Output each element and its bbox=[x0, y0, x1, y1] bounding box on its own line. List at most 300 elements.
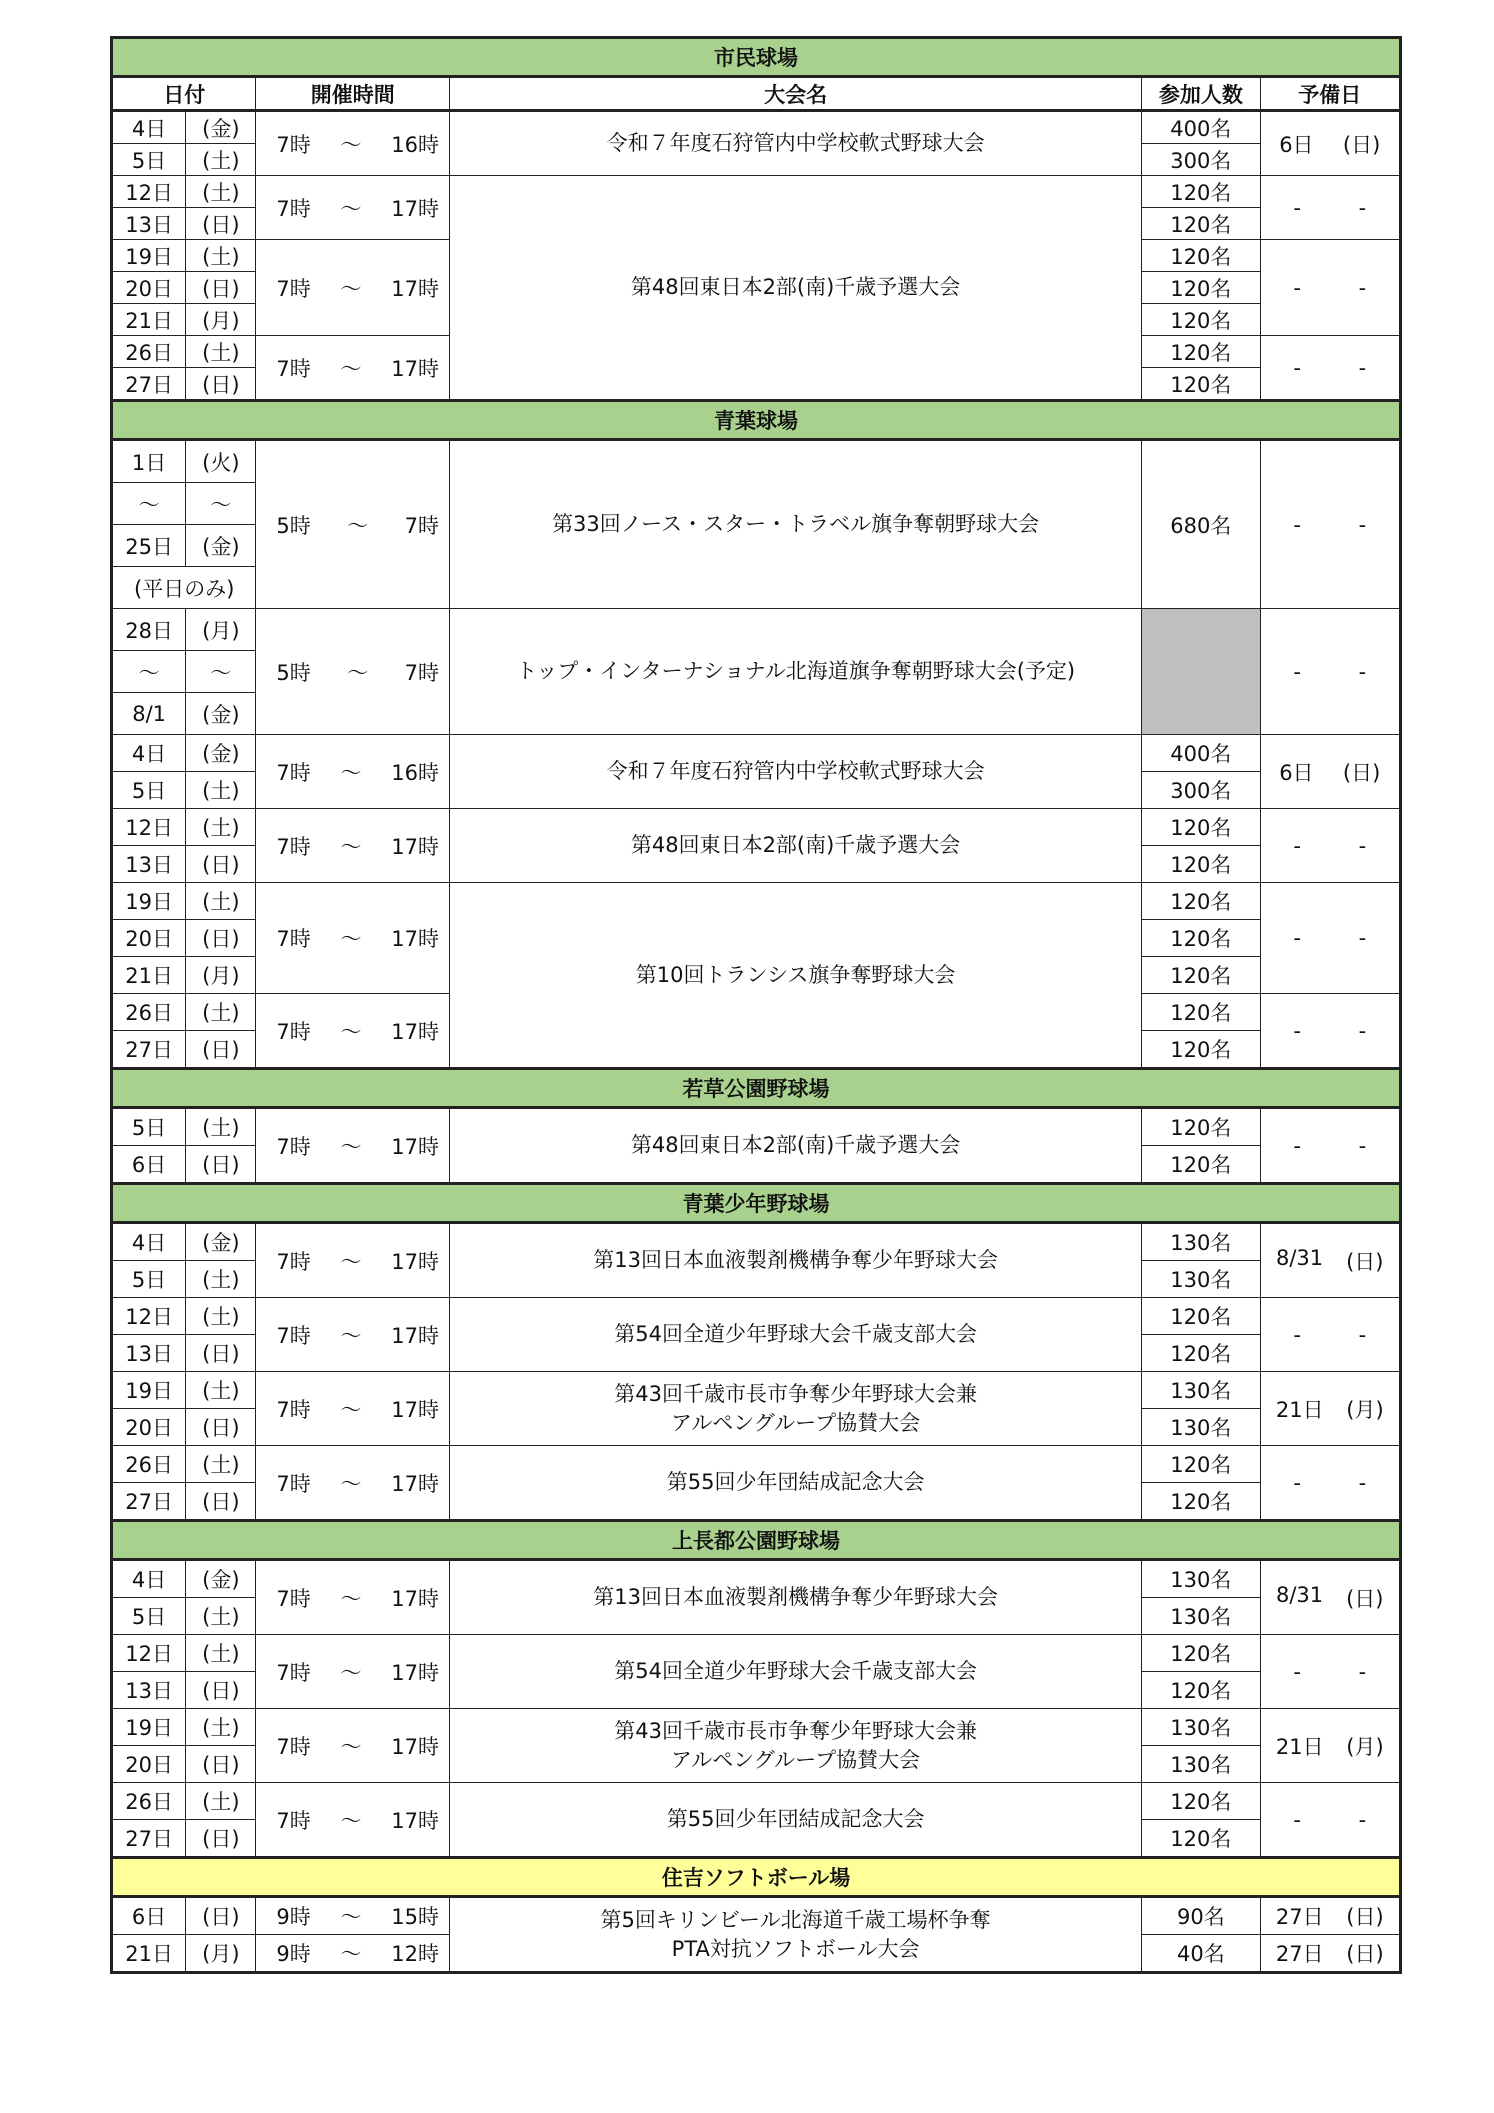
end-time: 17時 bbox=[391, 1586, 439, 1611]
end-time: 15時 bbox=[391, 1905, 439, 1929]
spare-weekday: (日) bbox=[1346, 1249, 1384, 1274]
tilde: ～ bbox=[340, 132, 362, 157]
day-cell: 27日 bbox=[112, 1483, 186, 1521]
weekday-cell: (土) bbox=[186, 1709, 256, 1746]
header-name: 大会名 bbox=[450, 77, 1142, 111]
tilde: ～ bbox=[340, 1134, 362, 1159]
time-cell bbox=[256, 1446, 450, 1521]
section-title: 市民球場 bbox=[112, 38, 1401, 77]
event-line-2: PTA対抗ソフトボール大会 bbox=[671, 1936, 920, 1961]
spare-cell bbox=[1260, 111, 1400, 176]
count-cell-blank bbox=[1142, 609, 1260, 735]
dash: - bbox=[1293, 1807, 1301, 1832]
time-cell bbox=[256, 1935, 450, 1973]
header-spare: 予備日 bbox=[1260, 77, 1400, 111]
count-cell: 120名 bbox=[1142, 208, 1260, 240]
weekday-cell: (日) bbox=[186, 368, 256, 401]
tilde: ～ bbox=[340, 1905, 362, 1929]
day-cell: 4日 bbox=[112, 1223, 186, 1261]
weekday-cell: (土) bbox=[186, 994, 256, 1031]
time-cell bbox=[256, 240, 450, 336]
tilde: ～ bbox=[340, 1734, 362, 1759]
day-cell: 12日 bbox=[112, 1298, 186, 1335]
time-cell bbox=[256, 1372, 450, 1446]
start-time: 7時 bbox=[276, 276, 311, 301]
weekday-cell: (月) bbox=[186, 304, 256, 336]
weekday-cell: (土) bbox=[186, 1635, 256, 1672]
count-cell: 130名 bbox=[1142, 1409, 1260, 1446]
end-time: 17時 bbox=[391, 834, 439, 859]
time-cell bbox=[256, 735, 450, 809]
time-cell bbox=[256, 1108, 450, 1184]
end-time: 17時 bbox=[391, 1808, 439, 1833]
start-time: 7時 bbox=[276, 1323, 311, 1348]
count-cell: 130名 bbox=[1142, 1372, 1260, 1409]
header-count: 参加人数 bbox=[1142, 77, 1260, 111]
count-cell: 120名 bbox=[1142, 883, 1260, 920]
event-line-2: アルペングループ協賛大会 bbox=[671, 1410, 921, 1435]
weekday-cell: (日) bbox=[186, 1409, 256, 1446]
tilde: ～ bbox=[340, 927, 362, 951]
end-time: 17時 bbox=[391, 1249, 439, 1274]
tilde: ～ bbox=[340, 356, 362, 381]
dash: - bbox=[1358, 1018, 1367, 1043]
weekday-cell: (日) bbox=[186, 1483, 256, 1521]
event-name: 第48回東日本2部(南)千歳予選大会 bbox=[450, 1108, 1142, 1184]
day-cell: 13日 bbox=[112, 1335, 186, 1372]
weekday-cell: (土) bbox=[186, 144, 256, 176]
weekday-note: (平日のみ) bbox=[112, 567, 256, 609]
dash: - bbox=[1358, 1322, 1367, 1347]
start-time: 7時 bbox=[276, 1397, 311, 1422]
count-cell: 120名 bbox=[1142, 1335, 1260, 1372]
spare-weekday: (日) bbox=[1346, 1905, 1384, 1929]
count-cell: 300名 bbox=[1142, 772, 1260, 809]
day-cell: 26日 bbox=[112, 336, 186, 368]
tilde: ～ bbox=[340, 276, 362, 301]
spare-cell bbox=[1260, 176, 1400, 240]
day-cell: 13日 bbox=[112, 208, 186, 240]
weekday-cell: (土) bbox=[186, 772, 256, 809]
start-time: 7時 bbox=[276, 1586, 311, 1611]
spare-weekday: (月) bbox=[1346, 1734, 1384, 1759]
tilde: ～ bbox=[340, 834, 362, 859]
start-time: 7時 bbox=[276, 356, 311, 381]
dash: - bbox=[1358, 1659, 1367, 1684]
count-cell: 120名 bbox=[1142, 1146, 1260, 1184]
dash: - bbox=[1358, 1470, 1367, 1495]
section-header-wakakusa bbox=[112, 1069, 1401, 1108]
end-time: 17時 bbox=[391, 1734, 439, 1759]
spare-day: 8/31 bbox=[1275, 1245, 1324, 1270]
spare-cell bbox=[1260, 1560, 1400, 1635]
count-cell: 120名 bbox=[1142, 809, 1260, 846]
start-time: 7時 bbox=[276, 834, 311, 859]
section-header-sumiyoshi bbox=[112, 1858, 1401, 1897]
day-cell: 19日 bbox=[112, 1709, 186, 1746]
day-cell: 4日 bbox=[112, 111, 186, 144]
count-cell: 120名 bbox=[1142, 1298, 1260, 1335]
tilde-cell: ～ bbox=[186, 483, 256, 525]
table-row bbox=[112, 1446, 1401, 1483]
spare-cell bbox=[1260, 735, 1400, 809]
dash: - bbox=[1293, 275, 1301, 300]
count-cell: 680名 bbox=[1142, 440, 1260, 609]
dash: - bbox=[1293, 355, 1301, 380]
event-name: 第13回日本血液製剤機構争奪少年野球大会 bbox=[450, 1560, 1142, 1635]
weekday-cell: (月) bbox=[186, 609, 256, 651]
time-cell bbox=[256, 1298, 450, 1372]
event-line-1: 第43回千歳市長市争奪少年野球大会兼 bbox=[614, 1719, 977, 1744]
event-name: 第13回日本血液製剤機構争奪少年野球大会 bbox=[450, 1223, 1142, 1298]
count-cell: 130名 bbox=[1142, 1709, 1260, 1746]
day-cell: 27日 bbox=[112, 1820, 186, 1858]
day-cell: 19日 bbox=[112, 240, 186, 272]
table-row bbox=[112, 1897, 1401, 1935]
start-time: 7時 bbox=[276, 1249, 311, 1274]
tilde: ～ bbox=[340, 1397, 362, 1422]
event-name: 第55回少年団結成記念大会 bbox=[450, 1446, 1142, 1521]
end-time: 7時 bbox=[404, 660, 440, 685]
count-cell: 120名 bbox=[1142, 1672, 1260, 1709]
day-cell: 21日 bbox=[112, 304, 186, 336]
count-cell: 130名 bbox=[1142, 1746, 1260, 1783]
day-cell: 8/1 bbox=[112, 693, 186, 735]
event-name: 第54回全道少年野球大会千歳支部大会 bbox=[450, 1298, 1142, 1372]
section-header-kamiosatsu bbox=[112, 1521, 1401, 1560]
event-name: 第33回ノース・スター・トラベル旗争奪朝野球大会 bbox=[450, 440, 1142, 609]
end-time: 17時 bbox=[391, 1397, 439, 1422]
spare-day: 21日 bbox=[1275, 1734, 1324, 1759]
spare-cell bbox=[1260, 1223, 1400, 1298]
table-row bbox=[112, 1108, 1401, 1146]
dash: - bbox=[1358, 355, 1367, 380]
spare-weekday: (日) bbox=[1346, 1586, 1384, 1611]
end-time: 17時 bbox=[391, 1323, 439, 1348]
table-row bbox=[112, 1709, 1401, 1746]
event-line-1: 第5回キリンビール北海道千歳工場杯争奪 bbox=[600, 1908, 991, 1933]
weekday-cell: (土) bbox=[186, 1298, 256, 1335]
event-name: 第10回トランシス旗争奪野球大会 bbox=[450, 883, 1142, 1069]
spare-cell bbox=[1260, 1897, 1400, 1935]
weekday-cell: (土) bbox=[186, 883, 256, 920]
tilde: ～ bbox=[340, 1471, 362, 1496]
end-time: 17時 bbox=[391, 1471, 439, 1496]
day-cell: 27日 bbox=[112, 368, 186, 401]
weekday-cell: (日) bbox=[186, 1031, 256, 1069]
end-time: 17時 bbox=[391, 1660, 439, 1685]
start-time: 5時 bbox=[276, 660, 311, 685]
day-cell: 20日 bbox=[112, 1409, 186, 1446]
event-name bbox=[450, 1709, 1142, 1783]
tilde-cell: ～ bbox=[112, 651, 186, 693]
start-time: 7時 bbox=[276, 760, 311, 785]
event-name: 第54回全道少年野球大会千歳支部大会 bbox=[450, 1635, 1142, 1709]
table-row bbox=[112, 440, 1401, 483]
day-cell: 12日 bbox=[112, 176, 186, 208]
day-cell: 26日 bbox=[112, 994, 186, 1031]
time-cell bbox=[256, 336, 450, 401]
end-time: 17時 bbox=[391, 927, 439, 951]
time-cell bbox=[256, 809, 450, 883]
section-header-seiyo-shonen bbox=[112, 1184, 1401, 1223]
spare-weekday: (日) bbox=[1342, 132, 1381, 157]
tilde-cell: ～ bbox=[186, 651, 256, 693]
tilde: ～ bbox=[340, 1660, 362, 1685]
dash: - bbox=[1293, 1018, 1301, 1043]
start-time: 7時 bbox=[276, 1734, 311, 1759]
event-line-1: 第43回千歳市長市争奪少年野球大会兼 bbox=[614, 1382, 977, 1407]
day-cell: 21日 bbox=[112, 957, 186, 994]
header-date: 日付 bbox=[112, 77, 256, 111]
day-cell: 21日 bbox=[112, 1935, 186, 1973]
start-time: 7時 bbox=[276, 927, 311, 951]
day-cell: 19日 bbox=[112, 883, 186, 920]
day-cell: 25日 bbox=[112, 525, 186, 567]
time-cell bbox=[256, 176, 450, 240]
end-time: 17時 bbox=[391, 196, 439, 221]
dash: - bbox=[1358, 512, 1367, 537]
weekday-cell: (土) bbox=[186, 1261, 256, 1298]
event-name bbox=[450, 1372, 1142, 1446]
weekday-cell: (土) bbox=[186, 1108, 256, 1146]
spare-weekday: (日) bbox=[1346, 1942, 1384, 1966]
event-name: 令和７年度石狩管内中学校軟式野球大会 bbox=[450, 111, 1142, 176]
count-cell: 400名 bbox=[1142, 735, 1260, 772]
weekday-cell: (土) bbox=[186, 240, 256, 272]
dash: - bbox=[1358, 833, 1367, 858]
day-cell: 27日 bbox=[112, 1031, 186, 1069]
day-cell: 13日 bbox=[112, 846, 186, 883]
event-name: 令和７年度石狩管内中学校軟式野球大会 bbox=[450, 735, 1142, 809]
table-row bbox=[112, 1372, 1401, 1409]
weekday-cell: (土) bbox=[186, 1598, 256, 1635]
spare-cell bbox=[1260, 1446, 1400, 1521]
count-cell: 120名 bbox=[1142, 272, 1260, 304]
start-time: 7時 bbox=[276, 1134, 311, 1159]
column-header-row bbox=[112, 77, 1401, 111]
tilde: ～ bbox=[340, 760, 362, 785]
time-cell bbox=[256, 609, 450, 735]
count-cell: 130名 bbox=[1142, 1560, 1260, 1598]
event-line-2: アルペングループ協賛大会 bbox=[671, 1747, 921, 1772]
dash: - bbox=[1293, 195, 1301, 220]
weekday-cell: (土) bbox=[186, 1783, 256, 1820]
spare-cell bbox=[1260, 809, 1400, 883]
weekday-cell: (日) bbox=[186, 1746, 256, 1783]
dash: - bbox=[1293, 512, 1301, 537]
dash: - bbox=[1358, 926, 1367, 950]
header-time: 開催時間 bbox=[256, 77, 450, 111]
day-cell: 5日 bbox=[112, 1598, 186, 1635]
spare-day: 6日 bbox=[1279, 760, 1314, 785]
spare-cell bbox=[1260, 1709, 1400, 1783]
count-cell: 40名 bbox=[1142, 1935, 1260, 1973]
time-cell bbox=[256, 111, 450, 176]
spare-cell bbox=[1260, 883, 1400, 994]
weekday-cell: (金) bbox=[186, 735, 256, 772]
count-cell: 130名 bbox=[1142, 1223, 1260, 1261]
tilde: ～ bbox=[340, 1019, 362, 1044]
spare-weekday: (日) bbox=[1342, 760, 1381, 785]
start-time: 9時 bbox=[276, 1905, 311, 1929]
section-title: 住吉ソフトボール場 bbox=[112, 1858, 1401, 1897]
weekday-cell: (日) bbox=[186, 272, 256, 304]
weekday-cell: (金) bbox=[186, 693, 256, 735]
weekday-cell: (日) bbox=[186, 920, 256, 957]
weekday-cell: (日) bbox=[186, 1335, 256, 1372]
tilde: ～ bbox=[340, 196, 362, 221]
spare-cell bbox=[1260, 994, 1400, 1069]
dash: - bbox=[1358, 1807, 1367, 1832]
tilde: ～ bbox=[340, 1942, 362, 1966]
spare-cell bbox=[1260, 1372, 1400, 1446]
spare-day: 27日 bbox=[1275, 1942, 1324, 1966]
tilde: ～ bbox=[340, 1323, 362, 1348]
day-cell: 4日 bbox=[112, 735, 186, 772]
dash: - bbox=[1293, 926, 1301, 950]
count-cell: 130名 bbox=[1142, 1598, 1260, 1635]
time-cell bbox=[256, 1223, 450, 1298]
weekday-cell: (日) bbox=[186, 1672, 256, 1709]
spare-cell bbox=[1260, 1298, 1400, 1372]
day-cell: 20日 bbox=[112, 1746, 186, 1783]
count-cell: 120名 bbox=[1142, 1031, 1260, 1069]
weekday-cell: (日) bbox=[186, 1897, 256, 1935]
day-cell: 12日 bbox=[112, 809, 186, 846]
dash: - bbox=[1293, 1659, 1301, 1684]
spare-day: 27日 bbox=[1275, 1905, 1324, 1929]
end-time: 16時 bbox=[391, 132, 439, 157]
dash: - bbox=[1293, 1470, 1301, 1495]
table-row bbox=[112, 111, 1401, 144]
count-cell: 400名 bbox=[1142, 111, 1260, 144]
event-name: 第48回東日本2部(南)千歳予選大会 bbox=[450, 176, 1142, 401]
day-cell: 6日 bbox=[112, 1146, 186, 1184]
section-title: 上長都公園野球場 bbox=[112, 1521, 1401, 1560]
spare-cell bbox=[1260, 1935, 1400, 1973]
dash: - bbox=[1293, 1133, 1301, 1158]
time-cell bbox=[256, 1709, 450, 1783]
time-cell bbox=[256, 1783, 450, 1858]
count-cell: 120名 bbox=[1142, 1820, 1260, 1858]
end-time: 16時 bbox=[391, 760, 439, 785]
weekday-cell: (火) bbox=[186, 440, 256, 483]
day-cell: 4日 bbox=[112, 1560, 186, 1598]
count-cell: 120名 bbox=[1142, 1108, 1260, 1146]
spare-day: 21日 bbox=[1275, 1397, 1324, 1422]
dash: - bbox=[1293, 1322, 1301, 1347]
end-time: 12時 bbox=[391, 1942, 439, 1966]
start-time: 7時 bbox=[276, 196, 311, 221]
spare-cell bbox=[1260, 609, 1400, 735]
schedule-table bbox=[110, 36, 1402, 1974]
time-cell bbox=[256, 440, 450, 609]
start-time: 7時 bbox=[276, 1808, 311, 1833]
time-cell bbox=[256, 994, 450, 1069]
day-cell: 5日 bbox=[112, 1261, 186, 1298]
dash: - bbox=[1358, 659, 1367, 684]
day-cell: 26日 bbox=[112, 1783, 186, 1820]
weekday-cell: (日) bbox=[186, 208, 256, 240]
weekday-cell: (金) bbox=[186, 1560, 256, 1598]
tilde: ～ bbox=[347, 660, 369, 685]
spare-cell bbox=[1260, 336, 1400, 401]
day-cell: 5日 bbox=[112, 1108, 186, 1146]
spare-cell bbox=[1260, 1783, 1400, 1858]
time-cell bbox=[256, 1897, 450, 1935]
spare-day: 8/31 bbox=[1275, 1582, 1324, 1607]
count-cell: 120名 bbox=[1142, 304, 1260, 336]
day-cell: 1日 bbox=[112, 440, 186, 483]
day-cell: 6日 bbox=[112, 1897, 186, 1935]
spare-cell bbox=[1260, 240, 1400, 336]
section-header-seiyo bbox=[112, 401, 1401, 440]
count-cell: 120名 bbox=[1142, 1483, 1260, 1521]
weekday-cell: (土) bbox=[186, 336, 256, 368]
table-row bbox=[112, 883, 1401, 920]
count-cell: 120名 bbox=[1142, 957, 1260, 994]
section-title: 若草公園野球場 bbox=[112, 1069, 1401, 1108]
end-time: 7時 bbox=[404, 513, 440, 538]
weekday-cell: (日) bbox=[186, 1820, 256, 1858]
spare-cell bbox=[1260, 440, 1400, 609]
tilde: ～ bbox=[340, 1586, 362, 1611]
start-time: 7時 bbox=[276, 1019, 311, 1044]
weekday-cell: (日) bbox=[186, 1146, 256, 1184]
count-cell: 120名 bbox=[1142, 336, 1260, 368]
day-cell: 13日 bbox=[112, 1672, 186, 1709]
table-row bbox=[112, 809, 1401, 846]
count-cell: 120名 bbox=[1142, 994, 1260, 1031]
count-cell: 90名 bbox=[1142, 1897, 1260, 1935]
event-name: トップ・インターナショナル北海道旗争奪朝野球大会(予定) bbox=[450, 609, 1142, 735]
day-cell: 28日 bbox=[112, 609, 186, 651]
end-time: 17時 bbox=[391, 276, 439, 301]
start-time: 7時 bbox=[276, 1471, 311, 1496]
count-cell: 120名 bbox=[1142, 1635, 1260, 1672]
weekday-cell: (土) bbox=[186, 1372, 256, 1409]
day-cell: 5日 bbox=[112, 144, 186, 176]
tilde: ～ bbox=[340, 1808, 362, 1833]
table-row bbox=[112, 1560, 1401, 1598]
time-cell bbox=[256, 883, 450, 994]
time-cell bbox=[256, 1560, 450, 1635]
day-cell: 20日 bbox=[112, 920, 186, 957]
weekday-cell: (金) bbox=[186, 525, 256, 567]
section-header-shimin bbox=[112, 38, 1401, 77]
dash: - bbox=[1358, 195, 1367, 220]
count-cell: 130名 bbox=[1142, 1261, 1260, 1298]
end-time: 17時 bbox=[391, 356, 439, 381]
event-name bbox=[450, 1897, 1142, 1973]
day-cell: 12日 bbox=[112, 1635, 186, 1672]
weekday-cell: (土) bbox=[186, 1446, 256, 1483]
day-cell: 5日 bbox=[112, 772, 186, 809]
tilde-cell: ～ bbox=[112, 483, 186, 525]
count-cell: 300名 bbox=[1142, 144, 1260, 176]
count-cell: 120名 bbox=[1142, 1783, 1260, 1820]
section-title: 青葉球場 bbox=[112, 401, 1401, 440]
event-name: 第48回東日本2部(南)千歳予選大会 bbox=[450, 809, 1142, 883]
count-cell: 120名 bbox=[1142, 920, 1260, 957]
day-cell: 26日 bbox=[112, 1446, 186, 1483]
dash: - bbox=[1358, 1133, 1367, 1158]
table-row bbox=[112, 1783, 1401, 1820]
table-row bbox=[112, 1298, 1401, 1335]
dash: - bbox=[1358, 275, 1367, 300]
count-cell: 120名 bbox=[1142, 1446, 1260, 1483]
